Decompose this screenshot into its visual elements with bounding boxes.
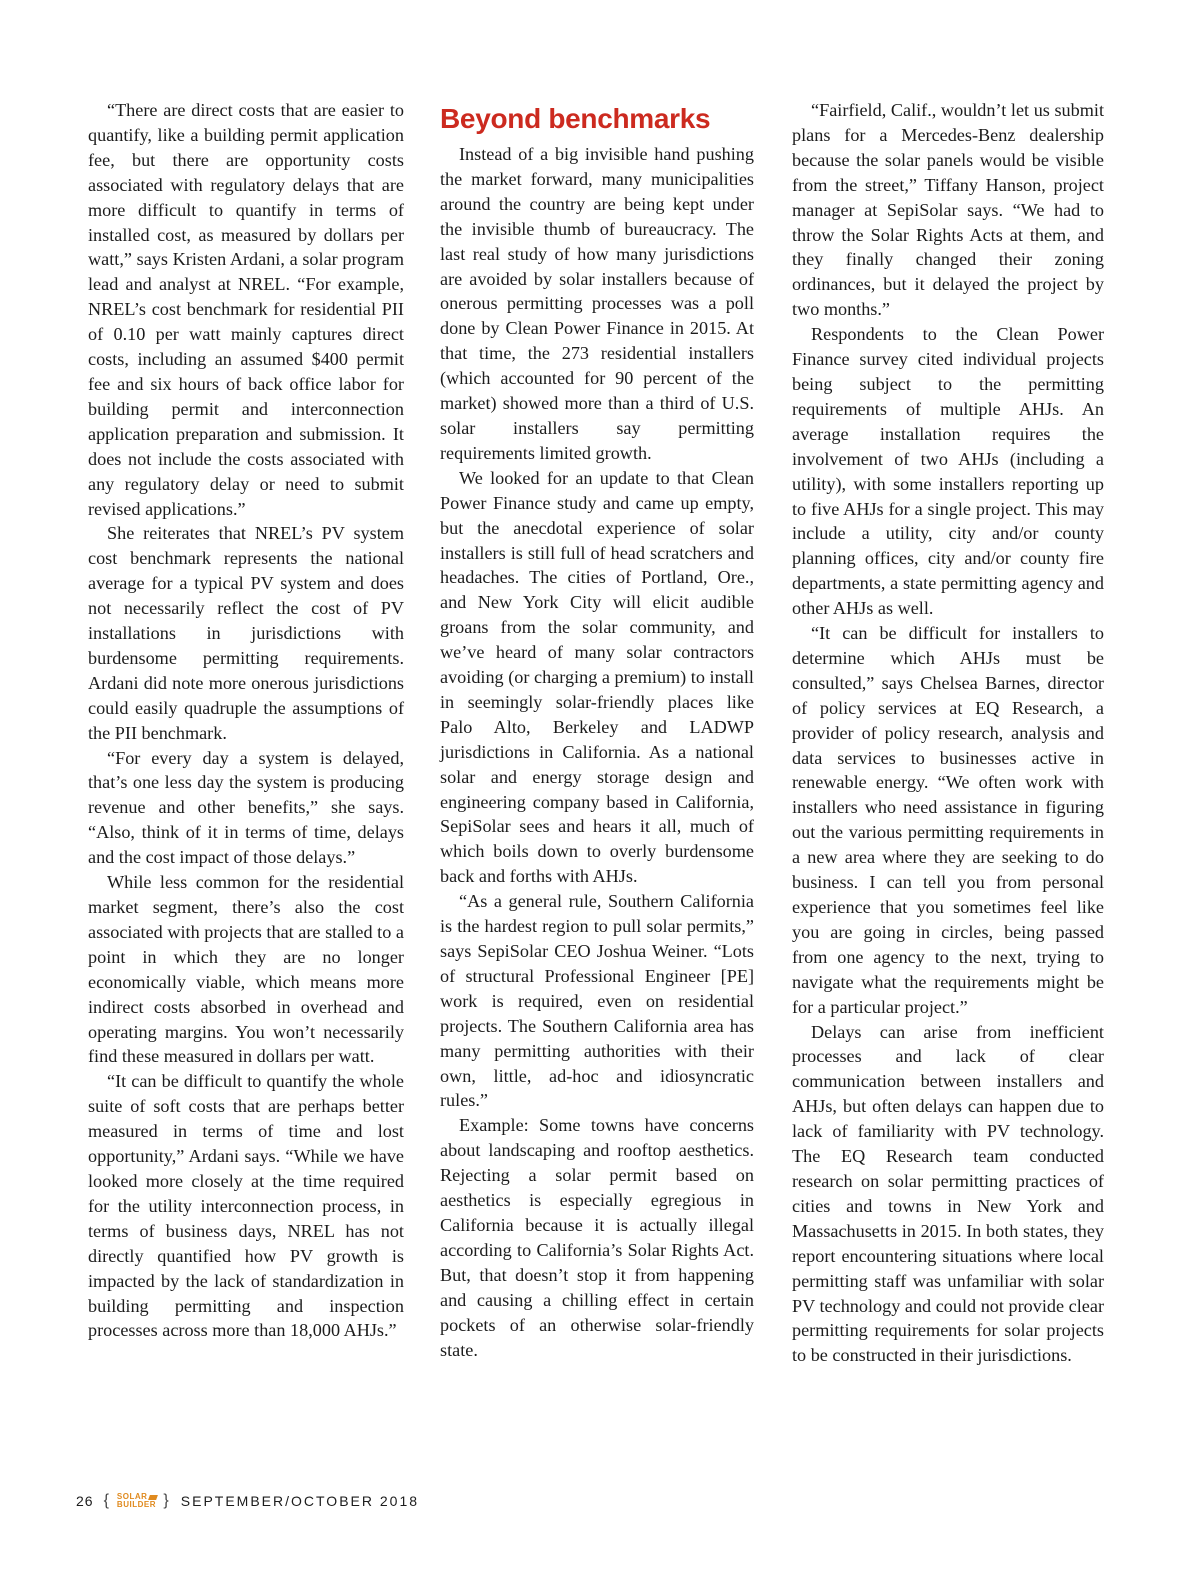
page-number: 26 [76,1493,94,1509]
logo-text-solar: SOLAR [116,1492,148,1501]
paragraph: “It can be difficult to quantify the whole suite of soft costs that are perhaps better measured in terms of time and lost opportunity,” Ardani says. “While we have looked more closely at the time required for the utility interconnection process, in terms of business days, NREL has not directly quantified how PV growth is impacted by the lack of standardization in building permitting and inspection processes across more than 18,000 AHJs.” [88,1071,404,1341]
paragraph: We looked for an update to that Clean Power Finance study and came up empty, but the anecdotal experience of solar installers is still full of head scratchers and headaches. The cities of Portland, Ore., and New York City will elicit audible groans from the solar community, and we’ve heard of many solar contractors avoiding (or charging a premium) to install in seemingly solar-friendly places like Palo Alto, Berkeley and LADWP jurisdictions in California. As a national solar and energy storage design and engineering company based in California, SepiSolar sees and hears it all, much of which boils down to overly burdensome back and forths with AHJs. [440,467,754,887]
paragraph: Respondents to the Clean Power Finance survey cited individual projects being subject to the permitting requirements of multiple AHJs. An average installation requires the involvement of two AHJs (including a utility), with some installers reporting up to five AHJs for a single project. This may include a utility, city and/or county planning offices, city and/or county fire departments, a state permitting agency and other AHJs as well. [792,324,1104,619]
paragraph: “For every day a system is delayed, that’s one less day the system is producing revenue and other benefits,” she says. “Also, think of it in terms of time, delays and the cost impact of those delays.” [88,747,404,868]
brace-close: } [163,1492,171,1509]
logo-text-builder: BUILDER [116,1500,156,1509]
article-column-2 [440,98,754,1362]
paragraph: “There are direct costs that are easier to quantify, like a building permit application fee, but there are opportunity costs associated with regulatory delays that are more difficult to quantify in terms of installed cost, as measured by dollars per watt,” says Kristen Ardani, a solar program lead and analyst at NREL. “For example, NREL’s cost benchmark for residential PII of 0.10 per watt mainly captures direct costs, including an assumed $400 permit fee and six hours of back office labor for building permit and interconnection application preparation and submission. It does not include the costs associated with any regulatory delay or need to submit revised applications.” [88,100,404,519]
issue-date: SEPTEMBER/OCTOBER 2018 [180,1493,420,1509]
paragraph: “As a general rule, Southern California is the hardest region to pull solar permits,” says SepiSolar CEO Joshua Weiner. “Lots of structural Professional Engineer [PE] work is required, even on residential projects. The Southern California area has many permitting authorities with their own, little, ad-hoc and idiosyncratic rules.” [440,891,754,1111]
solar-builder-logo [117,1493,158,1509]
brace-open: { [103,1492,111,1509]
section-heading: Beyond benchmarks [440,103,711,134]
paragraph: Instead of a big invisible hand pushing the market forward, many municipalities around the country are being kept under the invisible thumb of bureaucracy. The last real study of how many jurisdictions are avoided by solar installers because of onerous permitting processes was a poll done by Clean Power Finance in 2015. At that time, the 273 residential installers (which accounted for 90 percent of the market) showed more than a third of U.S. solar installers say permitting requirements limited growth. [440,144,754,463]
article-column-1 [88,98,404,1343]
paragraph: While less common for the residential market segment, there’s also the cost associated with projects that are stalled to a point in which they are no longer economically viable, which means more indirect costs absorbed in overhead and operating margins. You won’t necessarily find these measured in dollars per watt. [88,872,404,1067]
paragraph: She reiterates that NREL’s PV system cost benchmark represents the national average for a typical PV system and does not necessarily reflect the cost of PV installations in jurisdictions with burdensome permitting requirements. Ardani did note more onerous jurisdictions could easily quadruple the assumptions of the PII benchmark. [88,523,404,743]
paragraph: “It can be difficult for installers to determine which AHJs must be consulted,” says Chelsea Barnes, director of policy services at EQ Research, a provider of policy research, analysis and data services to businesses active in renewable energy. “We often work with installers who need assistance in figuring out the various permitting requirements in a new area where they are seeking to do business. I can tell you from personal experience that you sometimes feel like you are going in circles, being passed from one agency to the next, trying to navigate what the requirements might be for a particular project.” [792,623,1104,1017]
paragraph: “Fairfield, Calif., wouldn’t let us submit plans for a Mercedes-Benz dealership because the solar panels would be visible from the street,” Tiffany Hanson, project manager at SepiSolar says. “We had to throw the Solar Rights Acts at them, and they finally changed their zoning ordinances, but it delayed the project by two months.” [792,100,1104,320]
page-footer [76,1492,419,1510]
paragraph: Example: Some towns have concerns about landscaping and rooftop aesthetics. Rejecting a solar permit based on aesthetics is especially egregious in California because it is actually illegal according to California’s Solar Rights Act. But, that doesn’t stop it from happening and causing a chilling effect in certain pockets of an otherwise solar-friendly state. [440,1115,754,1360]
paragraph: Delays can arise from inefficient processes and lack of clear communication between installers and AHJs, but often delays can happen due to lack of familiarity with PV technology. The EQ Research team conducted research on solar permitting practices of cities and towns in New York and Massachusetts in 2015. In both states, they report encountering situations where local permitting staff was unfamiliar with solar PV technology and could not provide clear permitting requirements for solar projects to be constructed in their jurisdictions. [792,1021,1104,1366]
article-column-3 [792,98,1104,1368]
sun-icon [149,1495,159,1500]
